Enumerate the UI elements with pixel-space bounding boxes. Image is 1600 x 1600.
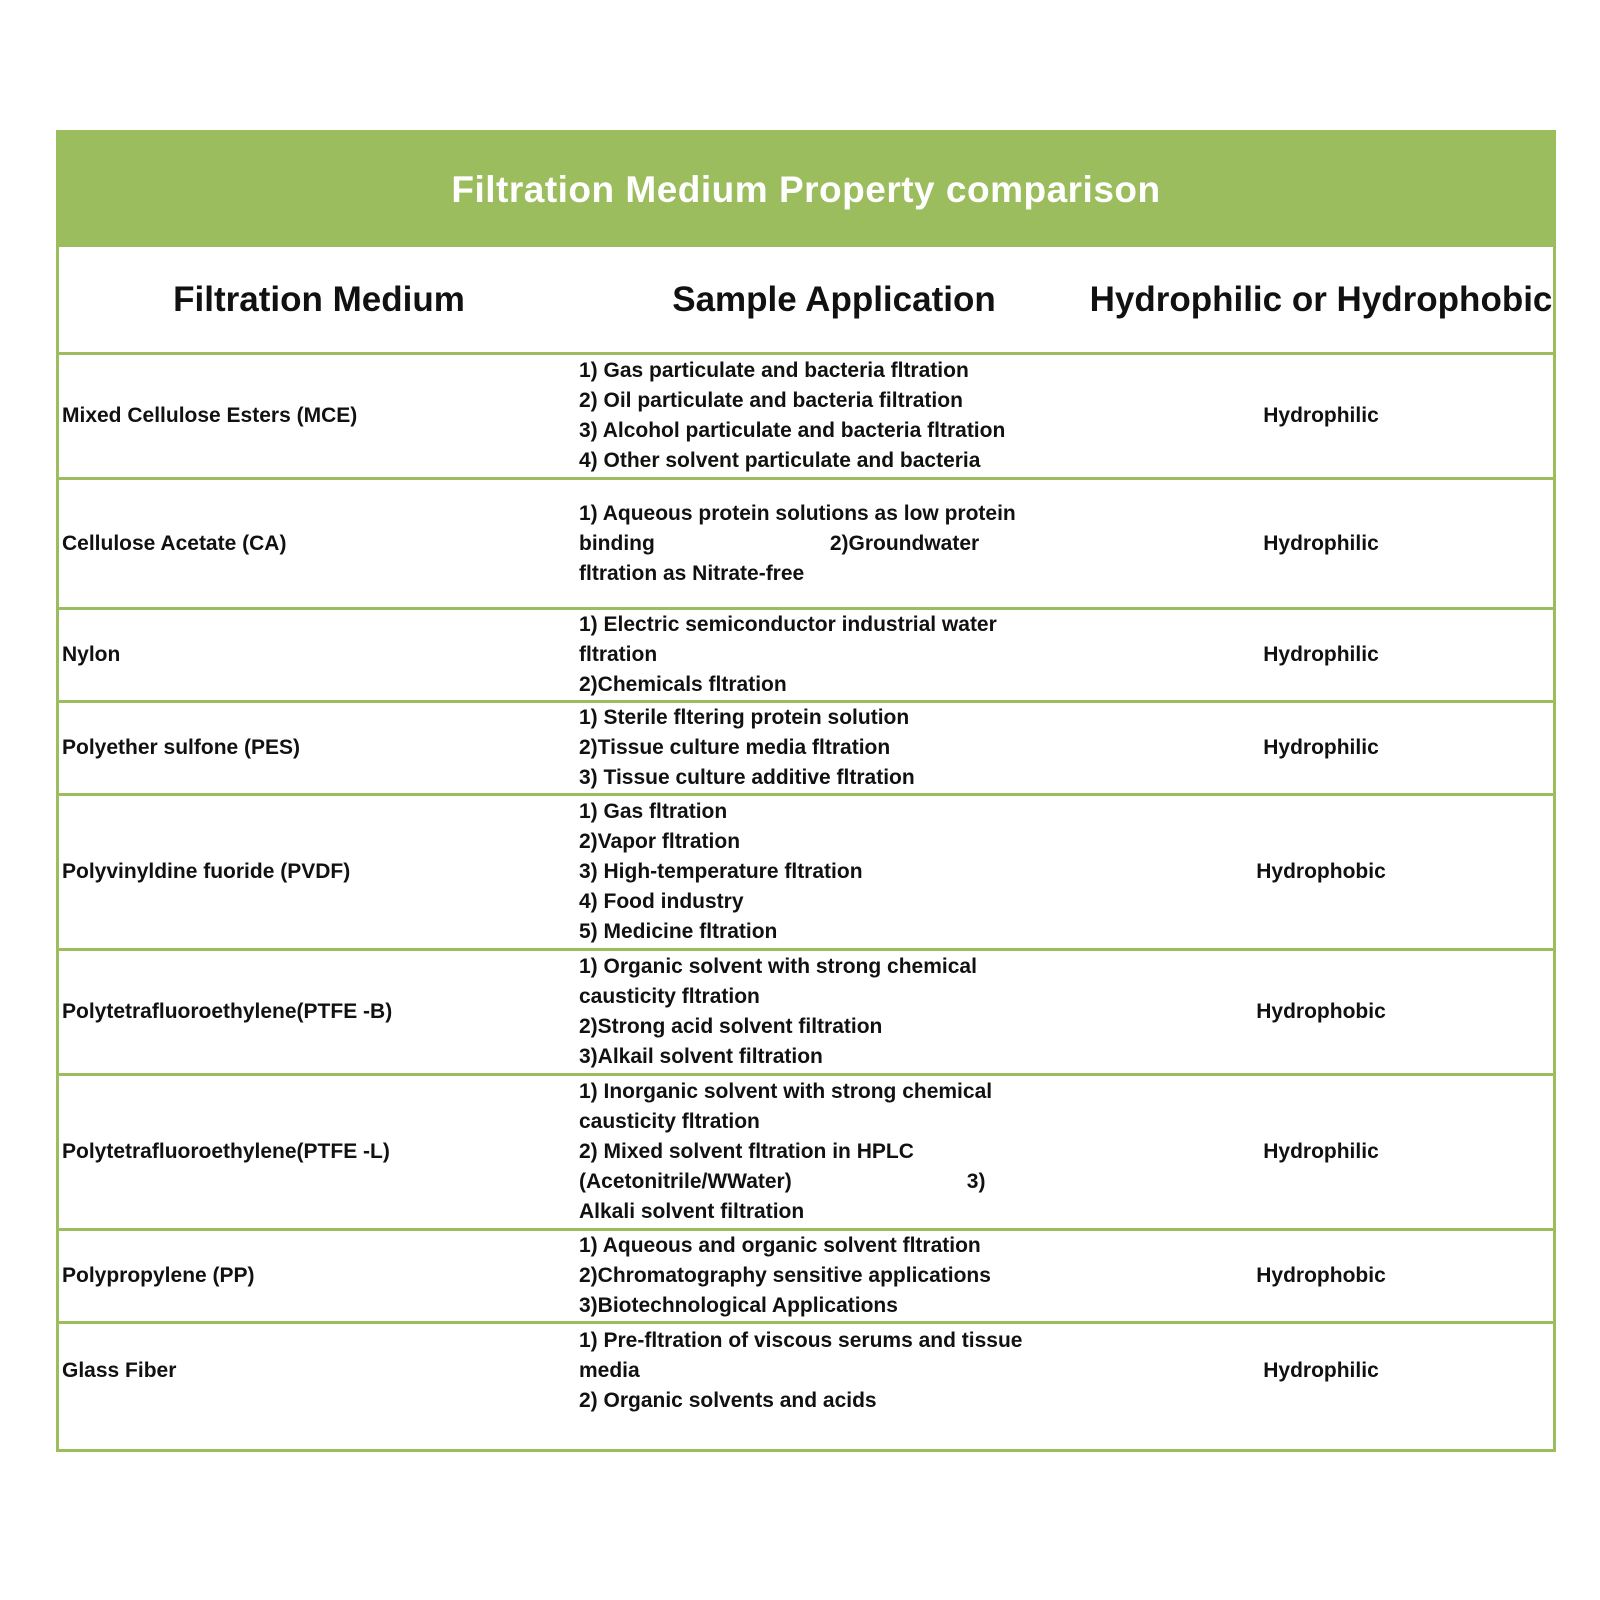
application-line: 1) Electric semiconductor industrial water (579, 613, 997, 636)
application-line: 3)Alkail solvent filtration (579, 1045, 823, 1068)
cell-application (579, 355, 1089, 477)
cell-medium: Mixed Cellulose Esters (MCE) (62, 404, 358, 427)
application-line: binding 2)Groundwater (579, 531, 980, 555)
cell-medium: Polypropylene (PP) (62, 1264, 255, 1287)
cell-property: Hydrophobic (1256, 860, 1386, 883)
cell-property: Hydrophobic (1256, 1000, 1386, 1023)
table-row (59, 1231, 1553, 1324)
application-line: 2)Chromatography sensitive applications (579, 1264, 991, 1287)
application-line: 2)Tissue culture media fltration (579, 736, 891, 759)
table-row (59, 796, 1553, 951)
application-line: 1) Aqueous protein solutions as low protein (579, 501, 1016, 525)
cell-medium: Polyvinyldine fuoride (PVDF) (62, 860, 351, 883)
application-line: media (579, 1359, 640, 1382)
table-title-bar (59, 133, 1553, 247)
application-line: 1) Gas fltration (579, 800, 728, 823)
cell-property: Hydrophilic (1263, 643, 1379, 666)
cell-property: Hydrophilic (1263, 1140, 1379, 1163)
cell-medium: Nylon (62, 643, 121, 666)
application-line: causticity fltration (579, 985, 760, 1008)
table-row (59, 1076, 1553, 1231)
cell-application (579, 703, 1089, 793)
table-row (59, 703, 1553, 796)
application-line: 3)Biotechnological Applications (579, 1294, 898, 1317)
application-line: 2) Oil particulate and bacteria filtration (579, 389, 963, 412)
application-line: 1) Inorganic solvent with strong chemical (579, 1080, 993, 1103)
cell-medium: Polytetrafluoroethylene(PTFE -B) (62, 1000, 393, 1023)
cell-property: Hydrophilic (1263, 531, 1379, 555)
table-title: Filtration Medium Property comparison (451, 169, 1161, 210)
table-row (59, 951, 1553, 1076)
application-line: 3) High-temperature fltration (579, 860, 863, 883)
cell-application (579, 610, 1089, 700)
header-medium: Filtration Medium (173, 279, 465, 319)
application-line: 2) Mixed solvent fltration in HPLC (579, 1140, 914, 1163)
application-line: 2)Vapor fltration (579, 830, 741, 853)
cell-medium: Cellulose Acetate (CA) (62, 531, 287, 555)
application-line: (Acetonitrile/WWater) 3) (579, 1170, 986, 1193)
cell-property: Hydrophilic (1263, 736, 1379, 759)
cell-medium: Polyether sulfone (PES) (62, 736, 301, 759)
application-line: 1) Organic solvent with strong chemical (579, 955, 977, 978)
table-row (59, 480, 1553, 610)
application-line: 2) Organic solvents and acids (579, 1389, 877, 1412)
cell-application (579, 951, 1089, 1073)
application-line: 3) Alcohol particulate and bacteria fltration (579, 419, 1006, 442)
table-body (59, 355, 1553, 1418)
application-line: 5) Medicine fltration (579, 920, 778, 943)
application-line: 1) Pre-fltration of viscous serums and tissue (579, 1329, 1023, 1352)
header-property: Hydrophilic or Hydrophobic (1089, 279, 1553, 319)
cell-application (579, 1076, 1089, 1228)
table-row (59, 1324, 1553, 1418)
application-line: 2)Chemicals fltration (579, 673, 787, 696)
table-row (59, 610, 1553, 703)
table-row (59, 355, 1553, 480)
cell-property: Hydrophilic (1263, 404, 1379, 427)
application-line: 4) Other solvent particulate and bacteria (579, 449, 981, 472)
cell-application (579, 1231, 1089, 1321)
cell-application (579, 1324, 1089, 1418)
application-line: fltration as Nitrate-free (579, 561, 805, 585)
application-line: 3) Tissue culture additive fltration (579, 766, 915, 789)
application-line: causticity fltration (579, 1110, 760, 1133)
header-row (59, 247, 1553, 355)
application-line: 1) Gas particulate and bacteria fltration (579, 359, 969, 382)
cell-medium: Polytetrafluoroethylene(PTFE -L) (62, 1140, 390, 1163)
application-line: Alkali solvent filtration (579, 1200, 805, 1223)
comparison-table (56, 130, 1556, 1452)
cell-application (579, 796, 1089, 948)
header-application: Sample Application (672, 279, 996, 319)
cell-application (579, 480, 1089, 607)
cell-medium: Glass Fiber (62, 1359, 177, 1382)
application-line: 1) Aqueous and organic solvent fltration (579, 1234, 981, 1257)
application-line: 1) Sterile fltering protein solution (579, 706, 910, 729)
application-line: 4) Food industry (579, 890, 744, 913)
application-line: 2)Strong acid solvent filtration (579, 1015, 883, 1038)
application-line: fltration (579, 643, 658, 666)
cell-property: Hydrophobic (1256, 1264, 1386, 1287)
cell-property: Hydrophilic (1263, 1359, 1379, 1382)
